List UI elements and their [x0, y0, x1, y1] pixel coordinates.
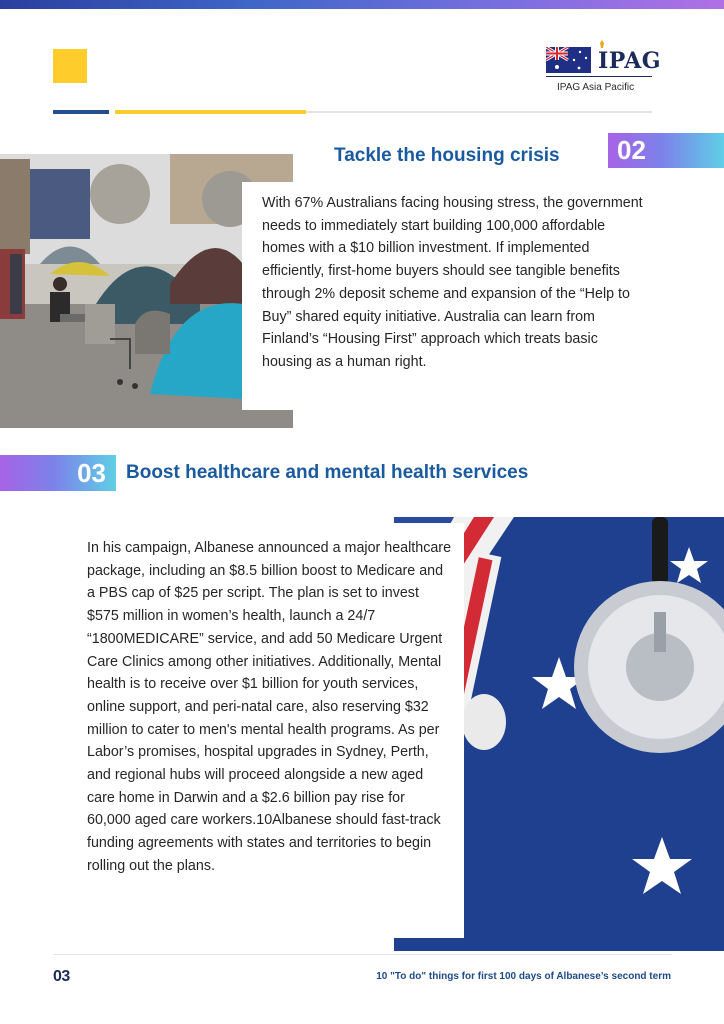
section-02-title: Tackle the housing crisis	[334, 145, 560, 166]
header-rule-blue	[53, 110, 109, 114]
logo-text: IPAG	[598, 48, 662, 74]
ipag-logo	[546, 40, 662, 96]
section-03-title: Boost healthcare and mental health services	[126, 462, 529, 483]
australian-flag-icon	[546, 47, 591, 73]
header-rule-grey	[306, 111, 652, 113]
page-number: 03	[53, 968, 70, 985]
top-gradient-stripe	[0, 0, 724, 9]
healthcare-text-panel	[70, 523, 464, 938]
healthcare-body-text: In his campaign, Albanese announced a major healthcare package, including an $8.5 billion boost to Medicare and a PBS cap of $25 per script. The plan is set to invest $575 million in women’s health, launch a 24/7 “1800MEDICARE” service, and add 50 Medicare Urgent Care Clinics among other initiatives. Additionally, Mental health is to receive over $1 billion for youth services, online support, and peri-natal care, also reserving $32 million to cater to men's mental health programs. As per Labor’s promises, hospital upgrades in Sydney, Perth, and regional hubs will proceed alongside a new aged care home in Darwin and a $2.6 billion pay rise for 60,000 aged care workers.10Albanese should fast-track funding agreements with states and territories to begin rolling out the plans.	[87, 540, 452, 874]
decorative-yellow-square	[53, 49, 87, 83]
footer-divider	[53, 954, 672, 955]
footer-document-title: 10 "To do" things for first 100 days of Albanese’s second term	[376, 971, 671, 982]
section-03-badge: 03	[0, 455, 116, 491]
logo-subtitle: IPAG Asia Pacific	[557, 82, 635, 93]
housing-text-panel	[242, 182, 657, 410]
housing-body-text: With 67% Australians facing housing stress, the government needs to immediately start building 100,000 affordable homes with a $10 billion investment. If implemented efficiently, first-home buyers should see tangible benefits through 2% deposit scheme and expansion of the “Help to Buy” shared equity initiative. Australia can learn from Finland’s “Housing First” approach which treats basic housing as a human right.	[262, 195, 643, 370]
logo-divider	[546, 76, 652, 77]
section-02-badge: 02	[608, 133, 724, 168]
header-rule-yellow	[115, 110, 306, 114]
